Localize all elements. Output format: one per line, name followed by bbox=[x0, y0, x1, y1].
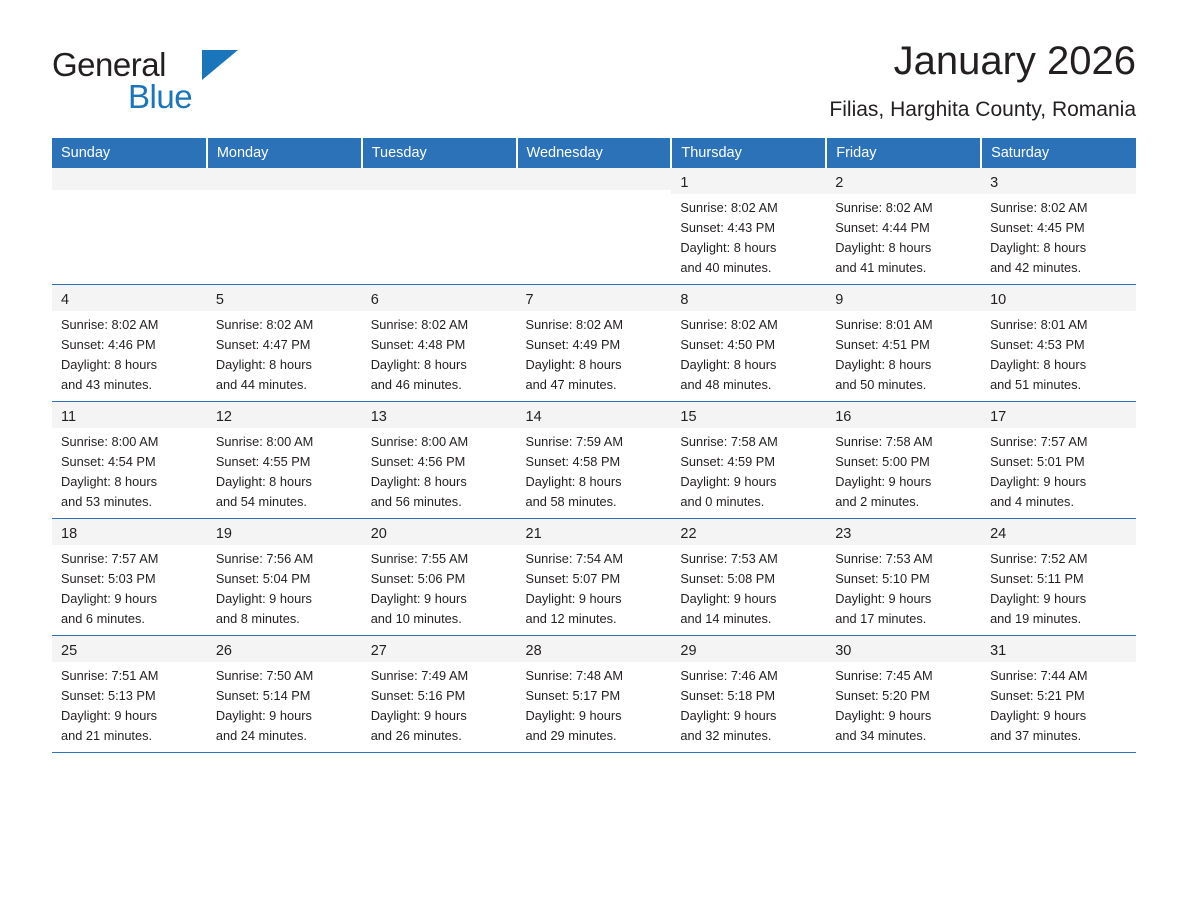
daylight-line-1: Daylight: 8 hours bbox=[835, 240, 932, 255]
day-number: 29 bbox=[671, 636, 826, 662]
sunrise-time: Sunrise: 8:02 AM bbox=[835, 200, 933, 215]
sunset-time: Sunset: 4:54 PM bbox=[61, 454, 156, 469]
day-number: 13 bbox=[362, 402, 517, 428]
daylight-line-1: Daylight: 8 hours bbox=[680, 357, 777, 372]
calendar-day-cell bbox=[671, 168, 826, 285]
day-details bbox=[981, 662, 1136, 746]
sunrise-time: Sunrise: 7:53 AM bbox=[680, 551, 778, 566]
sunset-time: Sunset: 4:46 PM bbox=[61, 337, 156, 352]
empty-cell-strip bbox=[52, 168, 207, 190]
sunrise-time: Sunrise: 7:44 AM bbox=[990, 668, 1088, 683]
weekday-header-saturday: Saturday bbox=[981, 138, 1136, 168]
day-number: 25 bbox=[52, 636, 207, 662]
calendar-day-cell bbox=[362, 636, 517, 753]
calendar-day-cell bbox=[52, 285, 207, 402]
daylight-line-1: Daylight: 8 hours bbox=[525, 357, 622, 372]
sunset-time: Sunset: 5:03 PM bbox=[61, 571, 156, 586]
sunset-time: Sunset: 4:49 PM bbox=[525, 337, 621, 352]
daylight-line-1: Daylight: 9 hours bbox=[680, 474, 777, 489]
sunset-time: Sunset: 5:10 PM bbox=[835, 571, 930, 586]
sunset-time: Sunset: 4:47 PM bbox=[215, 337, 311, 352]
day-number: 22 bbox=[671, 519, 826, 545]
title-block bbox=[292, 38, 1136, 122]
calendar-day-cell bbox=[981, 636, 1136, 753]
sunset-time: Sunset: 5:04 PM bbox=[215, 571, 311, 586]
calendar-week-row bbox=[52, 519, 1136, 636]
day-number: 1 bbox=[671, 168, 826, 194]
daylight-line-1: Daylight: 9 hours bbox=[215, 591, 312, 606]
sunrise-time: Sunrise: 7:48 AM bbox=[525, 668, 623, 683]
sunrise-time: Sunrise: 7:59 AM bbox=[525, 434, 623, 449]
sunrise-time: Sunrise: 7:54 AM bbox=[525, 551, 623, 566]
sunset-time: Sunset: 5:08 PM bbox=[680, 571, 775, 586]
day-details bbox=[671, 662, 826, 746]
day-details bbox=[362, 545, 517, 629]
daylight-line-1: Daylight: 8 hours bbox=[370, 357, 467, 372]
day-details bbox=[826, 194, 981, 278]
daylight-line-2: and 48 minutes. bbox=[680, 377, 772, 392]
daylight-line-2: and 40 minutes. bbox=[680, 260, 772, 275]
sunrise-time: Sunrise: 8:00 AM bbox=[61, 434, 159, 449]
sunrise-time: Sunrise: 7:57 AM bbox=[990, 434, 1088, 449]
calendar-day-cell bbox=[826, 519, 981, 636]
day-details bbox=[826, 662, 981, 746]
daylight-line-1: Daylight: 9 hours bbox=[990, 591, 1087, 606]
daylight-line-2: and 21 minutes. bbox=[61, 728, 153, 743]
sunrise-time: Sunrise: 7:52 AM bbox=[990, 551, 1088, 566]
daylight-line-1: Daylight: 8 hours bbox=[215, 474, 312, 489]
calendar-day-cell bbox=[826, 168, 981, 285]
day-number: 18 bbox=[52, 519, 207, 545]
sunset-time: Sunset: 4:53 PM bbox=[990, 337, 1085, 352]
day-details bbox=[981, 194, 1136, 278]
daylight-line-2: and 41 minutes. bbox=[835, 260, 927, 275]
daylight-line-1: Daylight: 8 hours bbox=[990, 357, 1087, 372]
day-number: 7 bbox=[517, 285, 672, 311]
generalblue-logo bbox=[52, 38, 292, 115]
sunrise-time: Sunrise: 7:45 AM bbox=[835, 668, 933, 683]
sunrise-time: Sunrise: 7:49 AM bbox=[370, 668, 469, 683]
day-number: 30 bbox=[826, 636, 981, 662]
sunrise-time: Sunrise: 8:02 AM bbox=[680, 317, 778, 332]
calendar-day-cell bbox=[671, 285, 826, 402]
day-number: 28 bbox=[517, 636, 672, 662]
logo-text-general: General bbox=[52, 46, 166, 83]
sunrise-time: Sunrise: 8:02 AM bbox=[525, 317, 623, 332]
weekday-header-thursday: Thursday bbox=[671, 138, 826, 168]
sunset-time: Sunset: 5:01 PM bbox=[990, 454, 1085, 469]
daylight-line-2: and 19 minutes. bbox=[990, 611, 1082, 626]
sunrise-time: Sunrise: 7:46 AM bbox=[680, 668, 778, 683]
day-details bbox=[517, 311, 672, 395]
daylight-line-1: Daylight: 8 hours bbox=[990, 240, 1087, 255]
sunrise-time: Sunrise: 8:02 AM bbox=[370, 317, 469, 332]
weekday-header-row bbox=[52, 138, 1136, 168]
daylight-line-1: Daylight: 9 hours bbox=[525, 591, 622, 606]
day-number: 12 bbox=[207, 402, 362, 428]
day-details bbox=[981, 428, 1136, 512]
page-header bbox=[52, 38, 1136, 121]
logo-triangle-icon bbox=[202, 50, 238, 80]
sunset-time: Sunset: 5:13 PM bbox=[61, 688, 156, 703]
daylight-line-2: and 44 minutes. bbox=[215, 377, 307, 392]
day-number: 9 bbox=[826, 285, 981, 311]
empty-cell-strip bbox=[517, 168, 672, 190]
daylight-line-1: Daylight: 9 hours bbox=[525, 708, 622, 723]
day-number: 23 bbox=[826, 519, 981, 545]
daylight-line-1: Daylight: 9 hours bbox=[61, 591, 158, 606]
daylight-line-2: and 4 minutes. bbox=[990, 494, 1075, 509]
day-details bbox=[517, 428, 672, 512]
day-details bbox=[362, 662, 517, 746]
day-details bbox=[517, 545, 672, 629]
calendar-cell-empty bbox=[207, 168, 362, 285]
daylight-line-2: and 47 minutes. bbox=[525, 377, 617, 392]
logo-text-blue: Blue bbox=[128, 78, 193, 115]
sunset-time: Sunset: 4:59 PM bbox=[680, 454, 775, 469]
calendar-day-cell bbox=[981, 519, 1136, 636]
sunrise-time: Sunrise: 8:01 AM bbox=[990, 317, 1088, 332]
daylight-line-2: and 2 minutes. bbox=[835, 494, 920, 509]
calendar-day-cell bbox=[981, 285, 1136, 402]
sunset-time: Sunset: 5:06 PM bbox=[370, 571, 466, 586]
day-details bbox=[981, 545, 1136, 629]
daylight-line-1: Daylight: 8 hours bbox=[835, 357, 932, 372]
daylight-line-2: and 51 minutes. bbox=[990, 377, 1082, 392]
daylight-line-2: and 46 minutes. bbox=[370, 377, 462, 392]
calendar-cell-empty bbox=[517, 168, 672, 285]
daylight-line-2: and 24 minutes. bbox=[215, 728, 307, 743]
sunset-time: Sunset: 5:11 PM bbox=[990, 571, 1084, 586]
sunset-time: Sunset: 4:45 PM bbox=[990, 220, 1085, 235]
weekday-header-monday: Monday bbox=[207, 138, 362, 168]
calendar-day-cell bbox=[52, 636, 207, 753]
day-number: 2 bbox=[826, 168, 981, 194]
location-subtitle: Filias, Harghita County, Romania bbox=[829, 98, 1136, 121]
calendar-week-row bbox=[52, 168, 1136, 285]
daylight-line-1: Daylight: 8 hours bbox=[370, 474, 467, 489]
sunrise-time: Sunrise: 8:01 AM bbox=[835, 317, 933, 332]
sunset-time: Sunset: 5:07 PM bbox=[525, 571, 621, 586]
daylight-line-1: Daylight: 9 hours bbox=[61, 708, 158, 723]
weekday-header-sunday: Sunday bbox=[52, 138, 207, 168]
daylight-line-2: and 0 minutes. bbox=[680, 494, 765, 509]
daylight-line-1: Daylight: 9 hours bbox=[215, 708, 312, 723]
sunset-time: Sunset: 4:43 PM bbox=[680, 220, 775, 235]
sunset-time: Sunset: 5:00 PM bbox=[835, 454, 930, 469]
calendar-week-row bbox=[52, 285, 1136, 402]
weekday-header-friday: Friday bbox=[826, 138, 981, 168]
daylight-line-2: and 32 minutes. bbox=[680, 728, 772, 743]
daylight-line-2: and 43 minutes. bbox=[61, 377, 153, 392]
calendar-day-cell bbox=[207, 402, 362, 519]
daylight-line-1: Daylight: 8 hours bbox=[61, 474, 158, 489]
sunrise-time: Sunrise: 7:51 AM bbox=[61, 668, 159, 683]
sunset-time: Sunset: 4:44 PM bbox=[835, 220, 930, 235]
daylight-line-2: and 42 minutes. bbox=[990, 260, 1082, 275]
calendar-day-cell bbox=[517, 636, 672, 753]
day-details bbox=[671, 311, 826, 395]
day-number: 17 bbox=[981, 402, 1136, 428]
calendar-body bbox=[52, 168, 1136, 753]
calendar-week-row bbox=[52, 636, 1136, 753]
daylight-line-2: and 50 minutes. bbox=[835, 377, 927, 392]
daylight-line-2: and 29 minutes. bbox=[525, 728, 617, 743]
calendar-day-cell bbox=[362, 519, 517, 636]
daylight-line-2: and 17 minutes. bbox=[835, 611, 927, 626]
calendar-day-cell bbox=[52, 402, 207, 519]
empty-cell-strip bbox=[362, 168, 517, 190]
sun-times-calendar bbox=[52, 138, 1136, 753]
sunrise-time: Sunrise: 7:50 AM bbox=[215, 668, 314, 683]
calendar-day-cell bbox=[517, 402, 672, 519]
day-number: 20 bbox=[362, 519, 517, 545]
sunset-time: Sunset: 5:20 PM bbox=[835, 688, 930, 703]
calendar-day-cell bbox=[826, 636, 981, 753]
daylight-line-1: Daylight: 9 hours bbox=[680, 591, 777, 606]
calendar-cell-empty bbox=[52, 168, 207, 285]
sunset-time: Sunset: 5:17 PM bbox=[525, 688, 621, 703]
calendar-day-cell bbox=[671, 402, 826, 519]
daylight-line-1: Daylight: 8 hours bbox=[680, 240, 777, 255]
day-details bbox=[207, 662, 362, 746]
day-number: 3 bbox=[981, 168, 1136, 194]
day-details bbox=[52, 662, 207, 746]
sunrise-time: Sunrise: 8:02 AM bbox=[680, 200, 778, 215]
daylight-line-2: and 53 minutes. bbox=[61, 494, 153, 509]
daylight-line-2: and 12 minutes. bbox=[525, 611, 617, 626]
day-number: 14 bbox=[517, 402, 672, 428]
calendar-day-cell bbox=[671, 519, 826, 636]
day-number: 27 bbox=[362, 636, 517, 662]
calendar-week-row bbox=[52, 402, 1136, 519]
day-number: 24 bbox=[981, 519, 1136, 545]
day-number: 6 bbox=[362, 285, 517, 311]
calendar-day-cell bbox=[826, 402, 981, 519]
sunset-time: Sunset: 4:48 PM bbox=[370, 337, 466, 352]
calendar-day-cell bbox=[52, 519, 207, 636]
sunrise-time: Sunrise: 8:00 AM bbox=[370, 434, 469, 449]
calendar-day-cell bbox=[362, 285, 517, 402]
daylight-line-2: and 56 minutes. bbox=[370, 494, 462, 509]
daylight-line-2: and 54 minutes. bbox=[215, 494, 307, 509]
day-number: 5 bbox=[207, 285, 362, 311]
sunrise-time: Sunrise: 7:55 AM bbox=[370, 551, 469, 566]
sunrise-time: Sunrise: 7:57 AM bbox=[61, 551, 159, 566]
calendar-day-cell bbox=[671, 636, 826, 753]
sunset-time: Sunset: 4:55 PM bbox=[215, 454, 311, 469]
sunset-time: Sunset: 4:51 PM bbox=[835, 337, 930, 352]
daylight-line-2: and 26 minutes. bbox=[370, 728, 462, 743]
sunrise-time: Sunrise: 7:58 AM bbox=[835, 434, 933, 449]
calendar-day-cell bbox=[981, 402, 1136, 519]
daylight-line-1: Daylight: 9 hours bbox=[990, 708, 1087, 723]
sunrise-time: Sunrise: 8:02 AM bbox=[990, 200, 1088, 215]
daylight-line-2: and 10 minutes. bbox=[370, 611, 462, 626]
sunset-time: Sunset: 4:50 PM bbox=[680, 337, 775, 352]
calendar-day-cell bbox=[207, 636, 362, 753]
calendar-day-cell bbox=[207, 285, 362, 402]
day-details bbox=[517, 662, 672, 746]
day-details bbox=[52, 428, 207, 512]
calendar-day-cell bbox=[517, 285, 672, 402]
daylight-line-2: and 37 minutes. bbox=[990, 728, 1082, 743]
calendar-day-cell bbox=[207, 519, 362, 636]
day-details bbox=[671, 194, 826, 278]
page-title: January 2026 bbox=[893, 39, 1136, 83]
daylight-line-2: and 8 minutes. bbox=[215, 611, 300, 626]
calendar-cell-empty bbox=[362, 168, 517, 285]
daylight-line-1: Daylight: 8 hours bbox=[525, 474, 622, 489]
sunrise-time: Sunrise: 7:58 AM bbox=[680, 434, 778, 449]
sunset-time: Sunset: 4:56 PM bbox=[370, 454, 466, 469]
day-details bbox=[826, 428, 981, 512]
daylight-line-2: and 34 minutes. bbox=[835, 728, 927, 743]
calendar-day-cell bbox=[517, 519, 672, 636]
sunrise-time: Sunrise: 8:02 AM bbox=[61, 317, 159, 332]
day-details bbox=[671, 428, 826, 512]
weekday-header-tuesday: Tuesday bbox=[362, 138, 517, 168]
daylight-line-1: Daylight: 9 hours bbox=[680, 708, 777, 723]
day-details bbox=[671, 545, 826, 629]
day-number: 4 bbox=[52, 285, 207, 311]
daylight-line-2: and 58 minutes. bbox=[525, 494, 617, 509]
sunrise-time: Sunrise: 7:53 AM bbox=[835, 551, 933, 566]
day-details bbox=[52, 311, 207, 395]
daylight-line-1: Daylight: 9 hours bbox=[835, 474, 932, 489]
day-number: 8 bbox=[671, 285, 826, 311]
day-details bbox=[207, 428, 362, 512]
day-number: 21 bbox=[517, 519, 672, 545]
day-details bbox=[362, 311, 517, 395]
day-number: 15 bbox=[671, 402, 826, 428]
calendar-day-cell bbox=[826, 285, 981, 402]
daylight-line-1: Daylight: 9 hours bbox=[370, 591, 467, 606]
sunset-time: Sunset: 5:16 PM bbox=[370, 688, 466, 703]
day-number: 31 bbox=[981, 636, 1136, 662]
sunset-time: Sunset: 5:14 PM bbox=[215, 688, 311, 703]
daylight-line-1: Daylight: 9 hours bbox=[370, 708, 467, 723]
sunset-time: Sunset: 5:18 PM bbox=[680, 688, 775, 703]
day-details bbox=[362, 428, 517, 512]
day-details bbox=[52, 545, 207, 629]
day-details bbox=[981, 311, 1136, 395]
daylight-line-1: Daylight: 8 hours bbox=[61, 357, 158, 372]
day-number: 16 bbox=[826, 402, 981, 428]
daylight-line-1: Daylight: 8 hours bbox=[215, 357, 312, 372]
empty-cell-strip bbox=[207, 168, 362, 190]
daylight-line-1: Daylight: 9 hours bbox=[835, 591, 932, 606]
calendar-day-cell bbox=[362, 402, 517, 519]
sunrise-time: Sunrise: 8:02 AM bbox=[215, 317, 314, 332]
sunrise-time: Sunrise: 7:56 AM bbox=[215, 551, 314, 566]
daylight-line-2: and 14 minutes. bbox=[680, 611, 772, 626]
sunset-time: Sunset: 4:58 PM bbox=[525, 454, 621, 469]
daylight-line-2: and 6 minutes. bbox=[61, 611, 145, 626]
day-details bbox=[207, 545, 362, 629]
day-details bbox=[826, 545, 981, 629]
day-number: 19 bbox=[207, 519, 362, 545]
calendar-day-cell bbox=[981, 168, 1136, 285]
day-number: 11 bbox=[52, 402, 207, 428]
day-details bbox=[207, 311, 362, 395]
weekday-header-wednesday: Wednesday bbox=[517, 138, 672, 168]
daylight-line-1: Daylight: 9 hours bbox=[835, 708, 932, 723]
sunset-time: Sunset: 5:21 PM bbox=[990, 688, 1085, 703]
day-number: 26 bbox=[207, 636, 362, 662]
day-details bbox=[826, 311, 981, 395]
daylight-line-1: Daylight: 9 hours bbox=[990, 474, 1087, 489]
day-number: 10 bbox=[981, 285, 1136, 311]
sunrise-time: Sunrise: 8:00 AM bbox=[215, 434, 314, 449]
